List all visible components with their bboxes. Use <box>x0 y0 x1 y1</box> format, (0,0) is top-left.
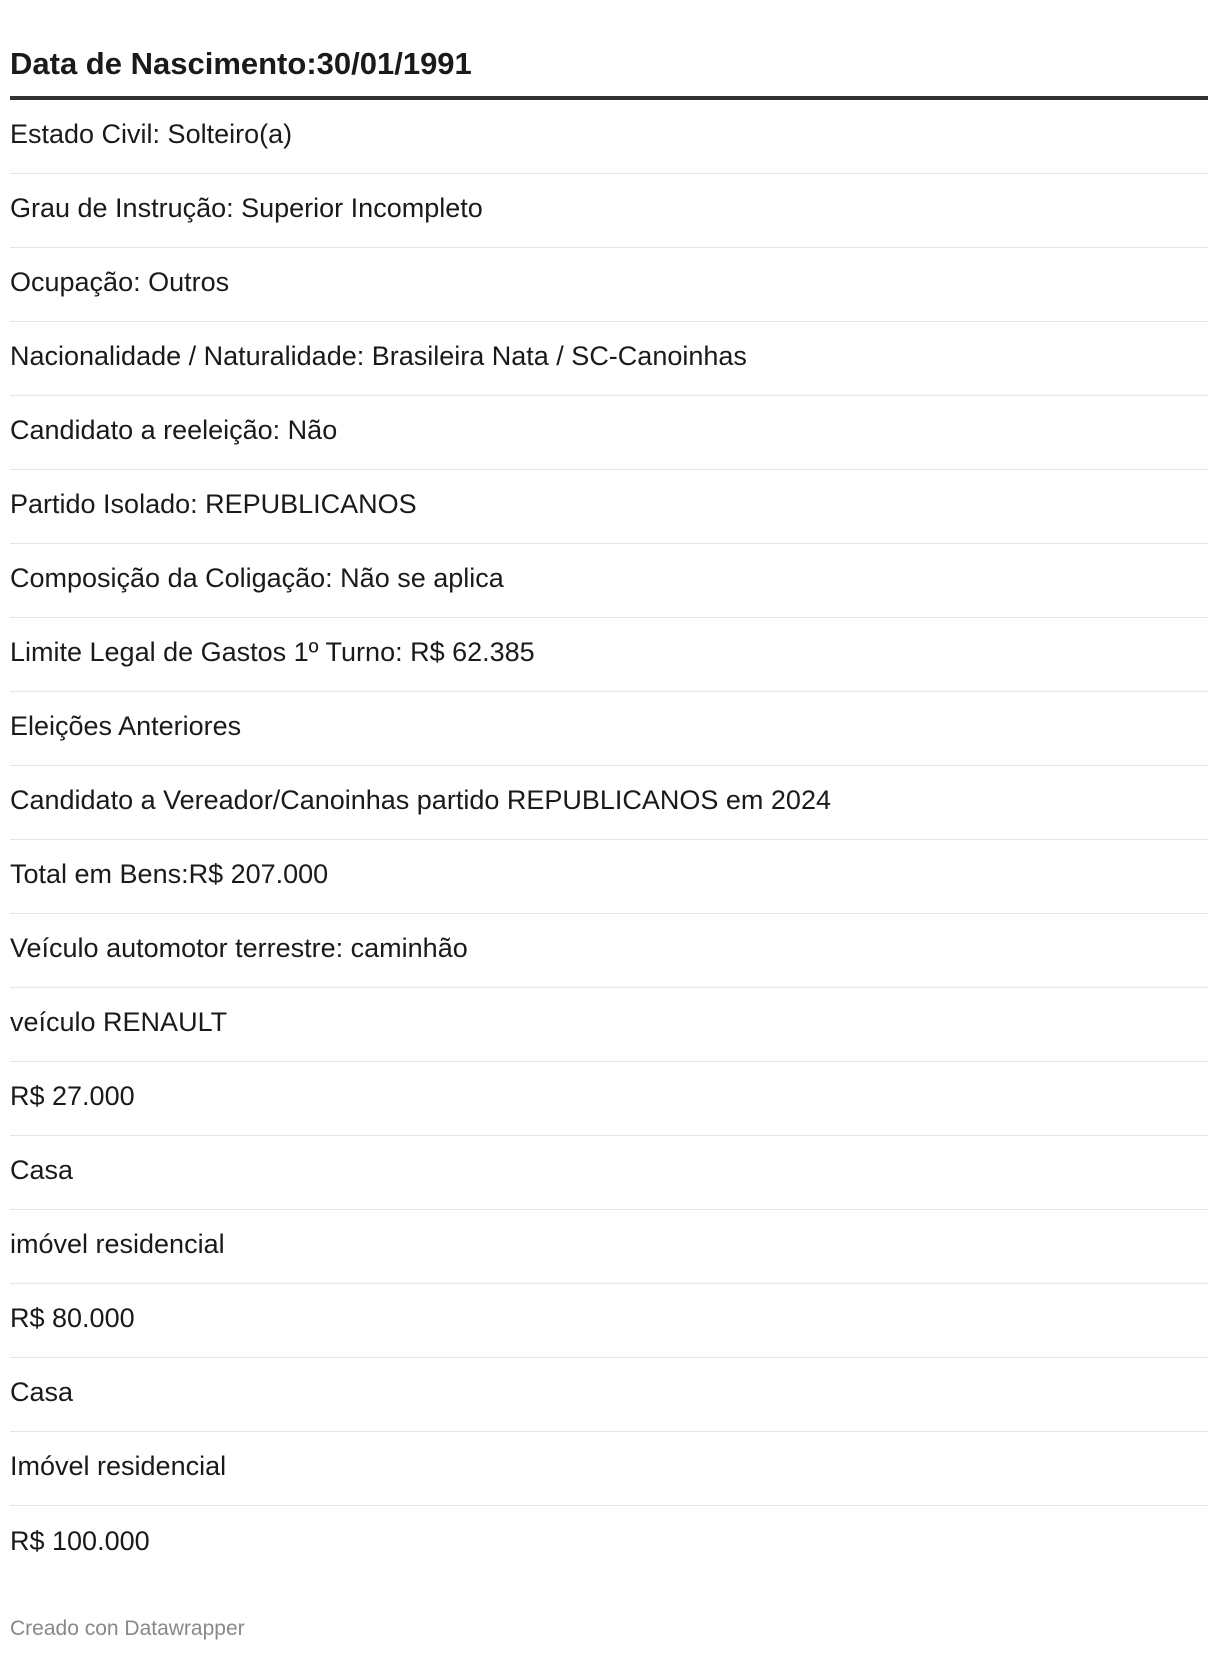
table-row <box>10 692 1208 766</box>
table-row <box>10 1358 1208 1432</box>
table-cell: Casa <box>10 1155 74 1185</box>
table-cell: Candidato a Vereador/Canoinhas partido REPUBLICANOS em 2024 <box>10 785 831 815</box>
table-cell: R$ 27.000 <box>10 1081 135 1111</box>
table-row <box>10 766 1208 840</box>
table-cell: R$ 100.000 <box>10 1525 150 1556</box>
table-cell: Grau de Instrução: Superior Incompleto <box>10 193 483 223</box>
table-cell: R$ 80.000 <box>10 1303 135 1333</box>
table-row <box>10 1506 1208 1580</box>
table-row <box>10 1284 1208 1358</box>
datawrapper-credit-link[interactable]: Creado con Datawrapper <box>10 1617 245 1640</box>
table-cell: Total em Bens:R$ 207.000 <box>10 859 329 889</box>
table-row <box>10 322 1208 396</box>
info-table <box>10 38 1208 1580</box>
table-header <box>10 38 1208 100</box>
table-row <box>10 1136 1208 1210</box>
table-cell: Eleições Anteriores <box>10 711 242 741</box>
table-cell: Ocupação: Outros <box>10 267 230 297</box>
table-row <box>10 100 1208 174</box>
table-cell: imóvel residencial <box>10 1229 225 1259</box>
table-row <box>10 1210 1208 1284</box>
table-cell: Estado Civil: Solteiro(a) <box>10 119 293 149</box>
table-cell: Composição da Coligação: Não se aplica <box>10 563 504 593</box>
table-cell: Partido Isolado: REPUBLICANOS <box>10 489 417 519</box>
table-row <box>10 470 1208 544</box>
table-cell: veículo RENAULT <box>10 1007 228 1037</box>
table-row <box>10 248 1208 322</box>
table-row <box>10 1062 1208 1136</box>
table-row <box>10 174 1208 248</box>
table-row <box>10 618 1208 692</box>
table-cell: Imóvel residencial <box>10 1451 227 1481</box>
table-row <box>10 396 1208 470</box>
table-cell: Casa <box>10 1377 74 1407</box>
table-row <box>10 988 1208 1062</box>
table-cell: Limite Legal de Gastos 1º Turno: R$ 62.385 <box>10 637 535 667</box>
table-header-label: Data de Nascimento:30/01/1991 <box>10 46 472 81</box>
table-cell: Candidato a reeleição: Não <box>10 415 338 445</box>
table-row <box>10 544 1208 618</box>
table-row <box>10 840 1208 914</box>
table-row <box>10 1432 1208 1506</box>
table-cell: Nacionalidade / Naturalidade: Brasileira Nata / SC-Canoinhas <box>10 341 747 371</box>
table-cell: Veículo automotor terrestre: caminhão <box>10 933 468 963</box>
table-row <box>10 914 1208 988</box>
